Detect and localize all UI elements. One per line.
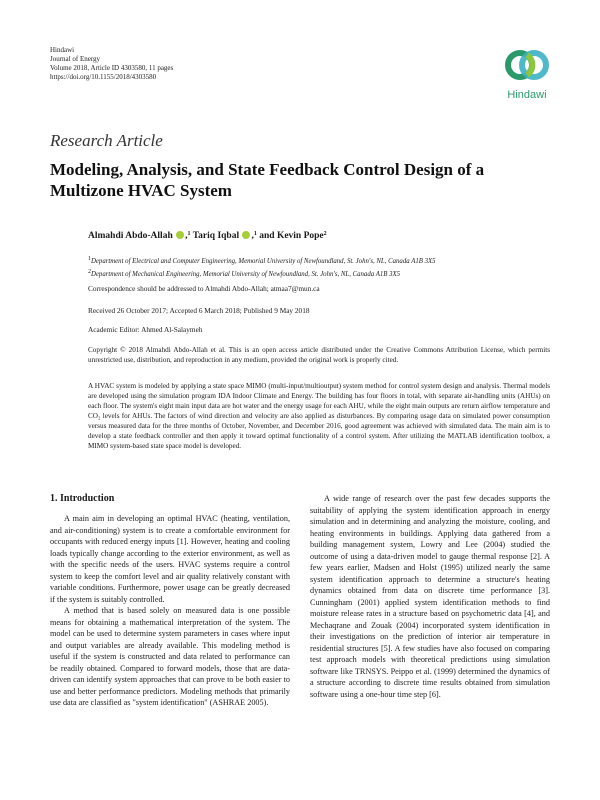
author-name: Kevin Pope bbox=[276, 231, 324, 241]
author-name: Tariq Iqbal bbox=[192, 231, 240, 241]
author-affiliation-mark: 2 bbox=[323, 231, 327, 237]
hindawi-logo-icon bbox=[503, 42, 551, 88]
hindawi-logo bbox=[497, 42, 557, 104]
affiliation-item: 1Department of Electrical and Computer Engineering, Memorial University of Newfoundland, St. John's, NL, Canada A1B 3X5 bbox=[88, 256, 436, 265]
publisher-name: Hindawi bbox=[50, 46, 75, 54]
journal-name: Journal of Energy bbox=[50, 55, 101, 63]
hindawi-logo-text: Hindawi bbox=[507, 89, 547, 101]
journal-meta bbox=[50, 46, 173, 82]
doi-link[interactable]: https://doi.org/10.1155/2018/4303580 bbox=[50, 73, 157, 81]
author-affiliation-mark: 1 bbox=[187, 231, 191, 237]
section-heading: 1. Introduction bbox=[50, 493, 115, 504]
paper-title: Modeling, Analysis, and State Feedback Control Design of a Multizone HVAC System bbox=[50, 160, 485, 200]
left-column bbox=[50, 513, 290, 709]
affiliations bbox=[88, 254, 436, 280]
author-conjunction: and bbox=[259, 231, 275, 241]
author-name: Almahdi Abdo-Allah bbox=[88, 231, 173, 241]
right-column bbox=[310, 493, 550, 700]
orcid-icon[interactable] bbox=[242, 231, 250, 239]
copyright-notice: Copyright © 2018 Almahdi Abdo-Allah et al. This is an open access article distributed under the Creative Commons Attribution License, which permits unrestricted use, distribution, and reproduction in any medium, provided the original work is properly cited. bbox=[88, 346, 550, 364]
author-list: Almahdi Abdo-Allah ,$^1$ Tariq Iqbal ,$^1$ and Kevin Pope$^2$ bbox=[88, 231, 327, 241]
paragraph: A wide range of research over the past few decades supports the suitability of applying the system identification approach in energy simulation and in determining and analyzing the moisture, cooling, and heating environments in buildings. Applying data gathered from a building management system, Lowry and Lee (2004) studied the outcome of using a data-driven model to gauge thermal response [2]. A few years earlier, Madsen and Holst (1995) utilized nearly the same system identification approach to determine a structure's heating dynamics obtained from data on discrete time performance [3]. Cunningham (2001) applied system identification methods to find moisture release rates in a structure based on psychometric data [4], and Mechaqrane and Zouak (2004) incorporated system identification in their investigations on the prediction of interior air temperature in residential structures [5]. A few studies have also focused on comparing test approach models with theoretical predictions using simulation software like TRNSYS. Peippo et al. (1999) determined the dynamics of a structure according to discrete time results obtained from simulation software using a one-hour time step [6]. bbox=[310, 494, 550, 699]
paragraph: A main aim in developing an optimal HVAC (heating, ventilation, and air-conditioning) system is to create a comfortable environment for occupants with reduced energy inputs [1]. However, heating and cooling loads typically change according to the exterior environment, as well as with the specific needs of the users. HVAC systems require a control system to keep the comfort level and air quality relatively constant with variable conditions. Furthermore, power usage can be greatly decreased if the system is suitably controlled. bbox=[50, 514, 290, 604]
affiliation-item: 2Department of Mechanical Engineering, Memorial University of Newfoundland, St. John's, NL, Canada A1B 3X5 bbox=[88, 269, 401, 278]
author-affiliation-mark: 1 bbox=[253, 231, 257, 237]
publication-dates: Received 26 October 2017; Accepted 6 March 2018; Published 9 May 2018 bbox=[88, 306, 310, 315]
correspondence: Correspondence should be addressed to Almahdi Abdo-Allah; atmaa7@mun.ca bbox=[88, 284, 320, 293]
paragraph: A method that is based solely on measured data is one possible means for obtaining a mathematical interpretation of the system. The model can be used to determine system parameters in cases where input and output variables are already available. This modeling method is useful if the system is constructed and data related to performance can be readily obtained. Compared to forward models, those that are data-driven can identify system approaches that can prove to be both easier to use and better performance predictors. Modeling methods that primarily use data are classified as "system identification" (ASHRAE 2005). bbox=[50, 606, 290, 707]
orcid-icon[interactable] bbox=[176, 231, 184, 239]
article-type: Research Article bbox=[50, 131, 163, 150]
academic-editor: Academic Editor: Ahmed Al-Salaymeh bbox=[88, 325, 203, 334]
volume-line: Volume 2018, Article ID 4303580, 11 pages bbox=[50, 64, 174, 72]
abstract: A HVAC system is modeled by applying a state space MIMO (multi-input/multioutput) system method for control system design and analysis. Thermal models are developed using the simulation program IDA Indoor Climate and Energy. The building has four floors in total, with separate air-handling units (AHUs) on each floor. The system's eight main input data are hot water and the energy usage for each AHU, while the eight main outputs are return airflow temperature and CO₂ levels for AHUs. The factors of wind direction and velocity are also applied as disturbances. By comparing usage data on simulated power consumption versus measured data for the three months of October, November, and December 2016, good agreement was achieved with simulated data. The main aim is to develop a state feedback controller and then apply it toward optimal functionality of a control system. After utilizing the MATLAB identification toolbox, a MIMO system-based state space model is developed. bbox=[88, 382, 550, 450]
